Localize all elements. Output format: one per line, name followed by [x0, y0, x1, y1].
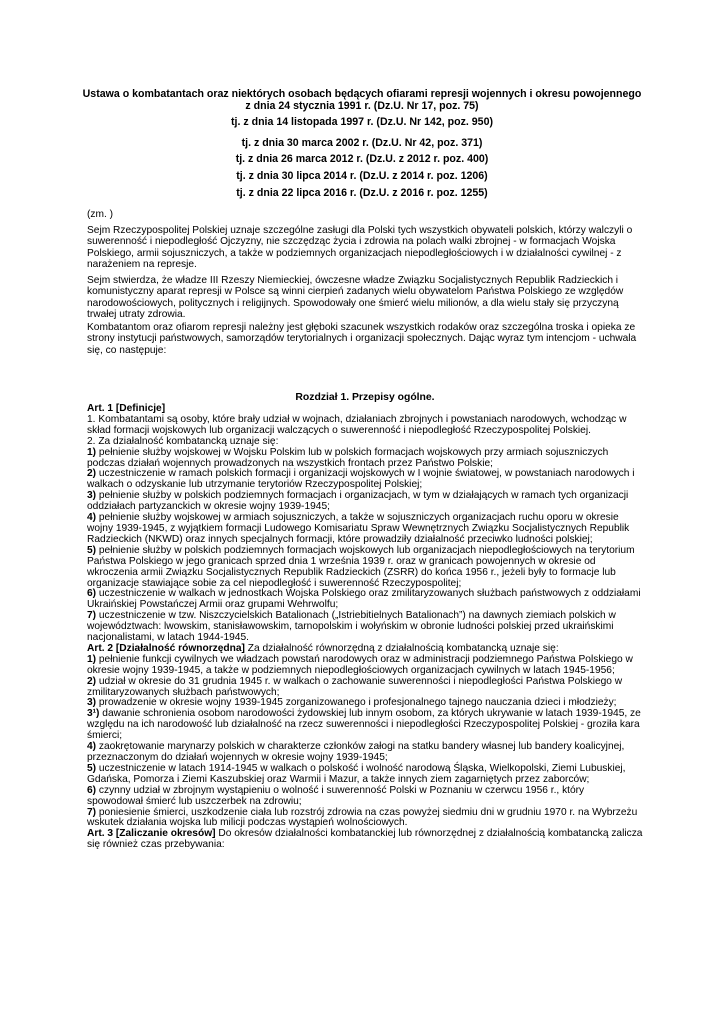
- article-1-item: [87, 469, 643, 491]
- article-1-item: [87, 448, 643, 470]
- item-number: 7): [87, 806, 97, 818]
- item-text: pełnienie funkcji cywilnych we władzach powstań narodowych oraz w administracji podziemnego Państwa Polskiego w okresie wojny 1939-1945, a także w podziemnych niepodległościowych organizacjach cywilnych w latach 1945-1956;: [87, 653, 633, 676]
- article-2-heading: Art. 2 [Działalność równorzędna]: [87, 642, 245, 654]
- item-text: uczestniczenie w ramach polskich formacji i organizacji wojskowych w I wojnie światowej, w powstaniach narodowych i walkach o odzyskanie lub utrzymanie terytoriów Rzeczypospolitej Polskiej;: [87, 468, 635, 491]
- item-text: poniesienie śmierci, uszkodzenie ciała lub rozstrój zdrowia na czas powyżej siedmiu dni w grudniu 1970 r. na Wybrzeżu wskutek działania wojska lub milicji podczas wystąpień wolnościowych.: [87, 806, 638, 829]
- article-2-item: [87, 709, 643, 742]
- item-number: 2): [87, 675, 97, 687]
- articles-body: [87, 404, 643, 851]
- item-number: 3¹): [87, 708, 100, 720]
- item-number: 1): [87, 446, 97, 458]
- item-text: prowadzenie w okresie wojny 1939-1945 zorganizowanego i profesjonalnego tajnego nauczania dzieci i młodzieży;: [96, 697, 617, 709]
- article-2-item: [87, 786, 643, 808]
- item-number: 4): [87, 512, 97, 524]
- item-text: uczestniczenie w latach 1914-1945 w walkach o polskość i wolność narodową Śląska, Wielkopolski, Ziemi Lubuskiej, Gdańska, Pomorza i Ziemi Kaszubskiej oraz Warmii i Mazur, a także innych ziem zagarniętych przez zaborców;: [87, 762, 626, 785]
- article-1-heading: Art. 1 [Definicje]: [87, 403, 166, 414]
- article-3-intro: [87, 829, 643, 851]
- item-text: czynny udział w zbrojnym wystąpieniu o wolność i suwerenność Polski w Poznaniu w czerwcu 1956 r., który spowodował śmierć lub uszczerbek na zdrowiu;: [87, 784, 585, 807]
- item-number: 1): [87, 653, 97, 665]
- act-title-line-1: Ustawa o kombatantach oraz niektórych osobach będących ofiarami represji wojennych i okresu powojennego: [82, 88, 642, 100]
- article-2-item: [87, 808, 643, 830]
- item-text: pełnienie służby w polskich podziemnych formacjach i organizacjach, w tym w działających w ramach tych organizacji oddziałach partyzanckich w okresie wojny 1939-1945;: [87, 490, 629, 513]
- chapter-heading: Rozdział 1. Przepisy ogólne.: [295, 392, 435, 403]
- article-3-heading: Art. 3 [Zaliczanie okresów]: [87, 828, 216, 840]
- article-1-item: [87, 491, 643, 513]
- article-1-paragraph-2: 2. Za działalność kombatancką uznaje się:: [87, 435, 279, 447]
- item-number: 4): [87, 741, 97, 753]
- article-1-item: [87, 513, 643, 546]
- consolidated-text-3: tj. z dnia 26 marca 2012 r. (Dz.U. z 2012 r. poz. 400): [235, 153, 489, 165]
- item-text: udział w okresie do 31 grudnia 1945 r. w walkach o zachowanie suwerenności i niepodległości Państwa Polskiego w zmilitaryzowanych służbach państwowych;: [87, 675, 623, 698]
- consolidated-text-1: tj. z dnia 14 listopada 1997 r. (Dz.U. Nr 142, poz. 950): [231, 116, 493, 128]
- preamble-paragraph-3: Kombatantom oraz ofiarom represji należny jest głęboki szacunek wszystkich rodaków oraz szczególna troska i opieka ze strony instytucji państwowych, samorządów terytorialnych i organizacji społecznych. Dając wyraz tym intencjom - uchwala się, co następuje:: [87, 322, 637, 356]
- article-1-paragraph-1: 1. Kombatantami są osoby, które brały udział w wojnach, działaniach zbrojnych i powstaniach narodowych, wchodząc w skład formacji wojskowych lub organizacji walczących o suwerenność i niepodległość Rzeczypospolitej Polskiej.: [87, 413, 627, 436]
- article-2-item: [87, 742, 643, 764]
- item-number: 2): [87, 468, 97, 480]
- article-3-text: Do okresów działalności kombatanckiej lub równorzędnej z działalnością kombatancką zalicza się również czas przebywania:: [87, 828, 643, 851]
- amendments-note: (zm. ): [87, 209, 114, 220]
- consolidated-text-2: tj. z dnia 30 marca 2002 r. (Dz.U. Nr 42, poz. 371): [241, 137, 483, 149]
- item-text: dawanie schronienia osobom narodowości żydowskiej lub innym osobom, za których ukrywanie w latach 1939-1945, ze względu na ich narodowość lub działalność na rzecz suwerenności i niepodległości Rzeczypospolitej Polskiej - groziła kara śmierci;: [87, 708, 641, 742]
- consolidated-text-5: tj. z dnia 22 lipca 2016 r. (Dz.U. z 2016 r. poz. 1255): [236, 187, 488, 199]
- article-1-item: [87, 611, 643, 644]
- consolidated-text-4: tj. z dnia 30 lipca 2014 r. (Dz.U. z 2014 r. poz. 1206): [236, 170, 488, 182]
- item-text: zaokrętowanie marynarzy polskich w charakterze członków załogi na statku bandery własnej lub bandery koalicyjnej, przeznaczonym do działań wojennych w okresie wojny 1939-1945;: [87, 741, 625, 763]
- item-text: pełnienie służby wojskowej w Wojsku Polskim lub w polskich formacjach wojskowych przy armiach sojuszniczych podczas działań wojennych prowadzonych na wszystkich frontach przez Państwo Polskie;: [87, 446, 609, 469]
- article-2-item: [87, 677, 643, 699]
- item-text: uczestniczenie w tzw. Niszczycielskich Batalionach („Istriebitielnych Batalionach”) na dawnych ziemiach polskich w województwach: lwowskim, stanisławowskim, tarnopolskim i wołyńskim w obronie ludności polskiej przed ukraińskimi nacjonalistami, w latach 1944-1945.: [87, 610, 616, 644]
- item-number: 6): [87, 784, 97, 796]
- article-2-item: [87, 764, 643, 786]
- item-number: 3): [87, 697, 97, 709]
- preamble-paragraph-1: Sejm Rzeczypospolitej Polskiej uznaje szczególne zasługi dla Polski tych wszystkich obywateli polskich, którzy walczyli o suwerenność i niepodległość Ojczyzny, nie szczędząc życia i zdrowia na polach walki zbrojnej - w formacjach Wojska Polskiego, armii sojuszniczych, a także w podziemnych organizacjach niepodległościowych i w działalności cywilnej - z narażeniem na represje.: [87, 225, 633, 271]
- act-title: [60, 89, 664, 112]
- article-1-item: [87, 589, 643, 611]
- article-2-item: [87, 655, 643, 677]
- preamble-paragraph-2: Sejm stwierdza, że władze III Rzeszy Niemieckiej, ówczesne władze Związku Socjalistycznych Republik Radzieckich i komunistyczny aparat represji w Polsce są winni cierpień zadanych wielu obywatelom Państwa Polskiego ze względów narodowościowych, politycznych i religijnych. Spowodowały one śmierć wielu milionów, a dla wielu stały się przyczyną trwałej utraty zdrowia.: [87, 275, 624, 321]
- item-number: 6): [87, 588, 97, 600]
- act-title-line-2: z dnia 24 stycznia 1991 r. (Dz.U. Nr 17, poz. 75): [245, 99, 479, 112]
- article-1-item: [87, 546, 643, 590]
- item-text: pełnienie służby w polskich podziemnych formacjach wojskowych lub organizacjach niepodległościowych na terytorium Państwa Polskiego w jego granicach sprzed dnia 1 września 1939 r. oraz w granicach powojennych w okresie od wkroczenia armii Związku Socjalistycznych Republik Radzieckich (ZSRR) do końca 1956 r., jeżeli były to formacje lub organizacje stawiające sobie za cel niepodległość i suwerenność Rzeczypospolitej;: [87, 544, 635, 589]
- item-number: 5): [87, 762, 97, 774]
- item-number: 3): [87, 490, 97, 502]
- item-number: 5): [87, 544, 97, 556]
- item-text: uczestniczenie w walkach w jednostkach Wojska Polskiego oraz zmilitaryzowanych służbach państwowych z oddziałami Ukraińskiej Powstańczej Armii oraz grupami Wehrwolfu;: [87, 588, 641, 611]
- item-number: 7): [87, 610, 97, 622]
- article-2-intro-text: Za działalność równorzędną z działalnością kombatancką uznaje się:: [244, 642, 559, 654]
- item-text: pełnienie służby wojskowej w armiach sojuszniczych, a także w sojuszniczych organizacjach ruchu oporu w okresie wojny 1939-1945, z wyjątkiem formacji Ludowego Komisariatu Spraw Wewnętrznych Związku Socjalistycznych Republik Radzieckich (NKWD) oraz innych specjalnych formacji, które prowadziły działalność przeciwko ludności polskiej;: [87, 512, 630, 545]
